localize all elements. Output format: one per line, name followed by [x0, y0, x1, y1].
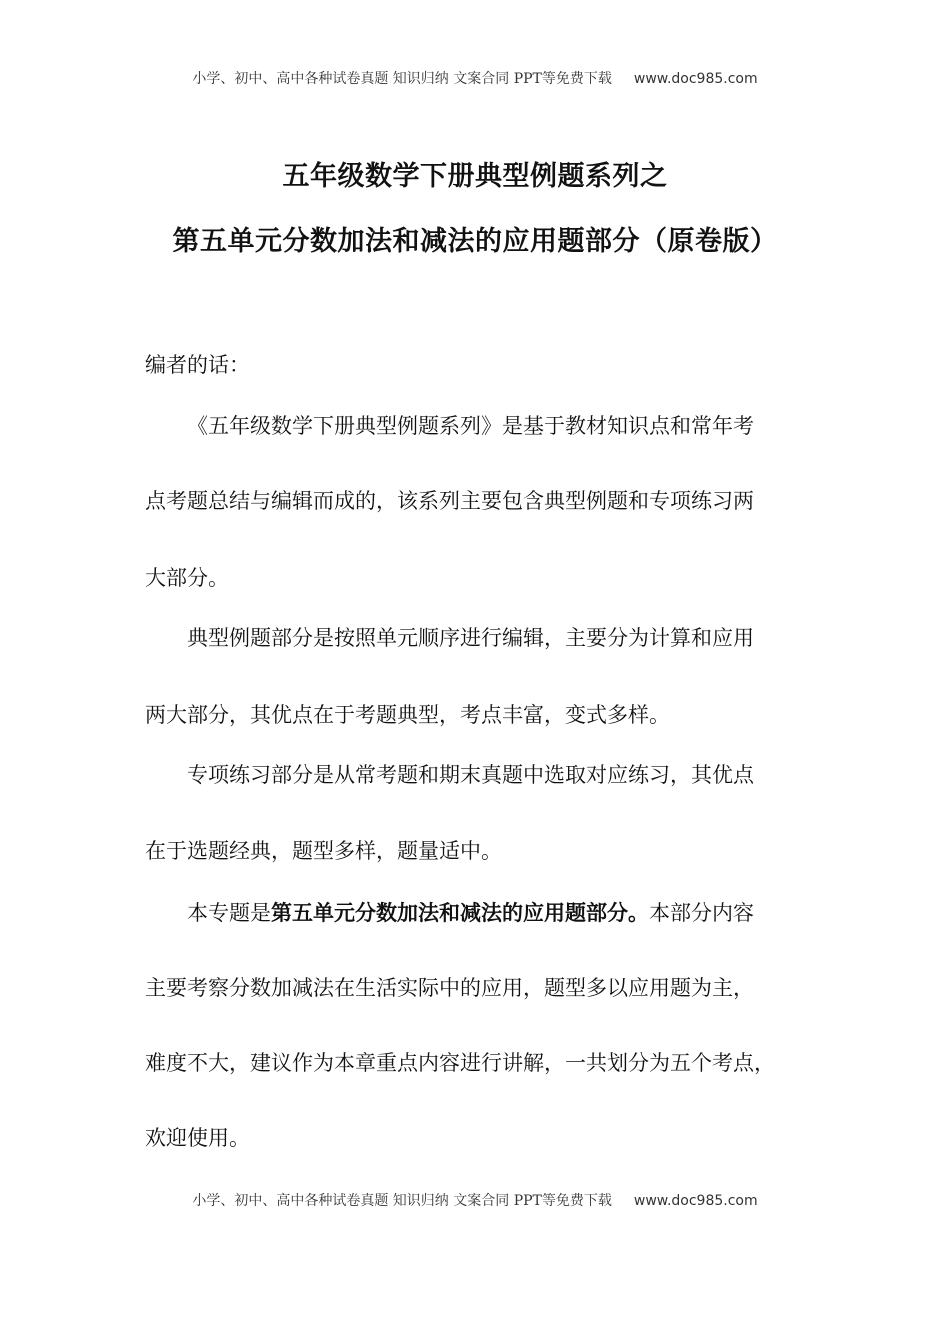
paragraph-2-line-1: 典型例题部分是按照单元顺序进行编辑，主要分为计算和应用: [187, 626, 754, 650]
document-title-line-1: 五年级数学下册典型例题系列之: [282, 161, 668, 192]
paragraph-1-line-3: 大部分。: [145, 566, 229, 590]
paragraph-2-line-2: 两大部分，其优点在于考题典型，考点丰富，变式多样。: [145, 703, 670, 727]
footer-text: 小学、初中、高中各种试卷真题 知识归纳 文案合同 PPT等免费下载: [192, 1193, 612, 1209]
header-text: 小学、初中、高中各种试卷真题 知识归纳 文案合同 PPT等免费下载: [192, 71, 612, 87]
document-title-line-2: 第五单元分数加法和减法的应用题部分（原卷版）: [172, 226, 778, 257]
paragraph-4-line-3: 难度不大，建议作为本章重点内容进行讲解，一共划分为五个考点，: [145, 1051, 775, 1075]
paragraph-4-bold-topic: 第五单元分数加法和减法的应用题部分。: [271, 901, 649, 925]
page-header: [0, 68, 950, 88]
page-footer: [0, 1190, 950, 1210]
paragraph-3-line-1: 专项练习部分是从常考题和期末真题中选取对应练习，其优点: [187, 763, 754, 787]
paragraph-4-line-4: 欢迎使用。: [145, 1126, 250, 1150]
paragraph-1-line-1: 《五年级数学下册典型例题系列》是基于教材知识点和常年考: [187, 414, 754, 438]
footer-site-link[interactable]: www.doc985.com: [633, 1193, 758, 1209]
paragraph-4-suffix: 本部分内容: [649, 901, 754, 925]
paragraph-3-line-2: 在于选题经典，题型多样，题量适中。: [145, 839, 502, 863]
header-site-link[interactable]: www.doc985.com: [633, 71, 758, 87]
paragraph-4-line-2: 主要考察分数加减法在生活实际中的应用，题型多以应用题为主，: [145, 976, 754, 1000]
paragraph-1-line-2: 点考题总结与编辑而成的，该系列主要包含典型例题和专项练习两: [145, 489, 754, 513]
paragraph-4-prefix: 本专题是: [187, 901, 271, 925]
preface-heading: 编者的话：: [145, 353, 250, 377]
paragraph-4-line-1: [187, 899, 754, 927]
